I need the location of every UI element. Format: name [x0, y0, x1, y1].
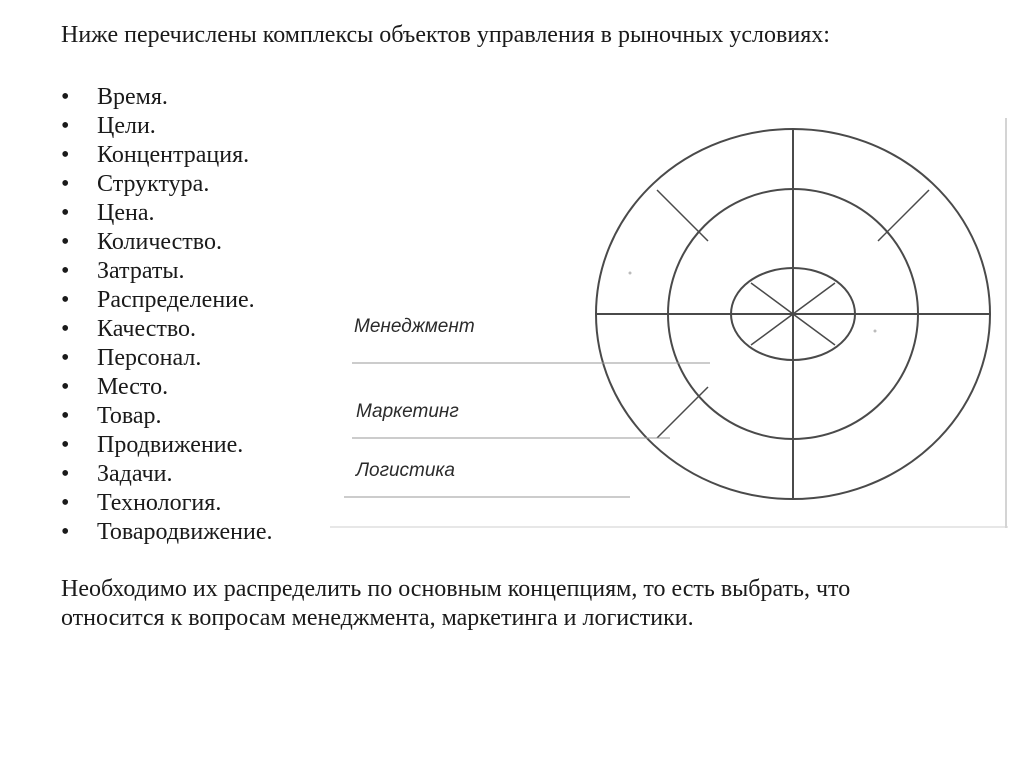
concentric-circles-diagram	[330, 118, 1008, 528]
list-item: • Персонал.	[61, 345, 202, 371]
list-item: • Концентрация.	[61, 142, 250, 168]
list-item: • Технология.	[61, 490, 222, 516]
bullet-icon: •	[61, 258, 70, 284]
bullet-icon: •	[61, 287, 70, 313]
objects-list	[61, 83, 272, 547]
list-item: • Товародвижение.	[61, 519, 273, 545]
bullet-icon: •	[61, 345, 70, 371]
list-item: • Задачи.	[61, 461, 173, 487]
list-item: • Время.	[61, 84, 168, 110]
outer-segment-line	[878, 190, 929, 241]
list-item: • Товар.	[61, 403, 162, 429]
list-item: • Количество.	[61, 229, 222, 255]
label-logistics: Логистика	[356, 460, 455, 481]
bullet-icon: •	[61, 113, 70, 139]
list-item: • Место.	[61, 374, 169, 400]
list-item: • Структура.	[61, 171, 210, 197]
bullet-icon: •	[61, 403, 70, 429]
bullet-icon: •	[61, 142, 70, 168]
bullet-icon: •	[61, 490, 70, 516]
bullet-icon: •	[61, 519, 70, 545]
list-item: • Распределение.	[61, 287, 255, 313]
bullet-icon: •	[61, 84, 70, 110]
bullet-icon: •	[61, 374, 70, 400]
artifact-dot	[629, 272, 632, 275]
list-item: • Затраты.	[61, 258, 185, 284]
list-item: • Продвижение.	[61, 432, 244, 458]
bullet-icon: •	[61, 461, 70, 487]
inner-spoke	[793, 283, 835, 314]
bullet-icon: •	[61, 171, 70, 197]
list-item: • Качество.	[61, 316, 197, 342]
bullet-icon: •	[61, 200, 70, 226]
outer-segment-line	[657, 190, 708, 241]
conclusion-text: Необходимо их распределить по основным концепциям, то есть выбрать, что относится к вопросам менеджмента, маркетинга и логистики.	[61, 576, 851, 631]
bullet-icon: •	[61, 229, 70, 255]
list-item: • Цена.	[61, 200, 155, 226]
list-item: • Цели.	[61, 113, 156, 139]
inner-spoke	[751, 314, 793, 345]
bullet-icon: •	[61, 432, 70, 458]
bullet-icon: •	[61, 316, 70, 342]
label-marketing: Маркетинг	[356, 401, 459, 422]
intro-text: Ниже перечислены комплексы объектов управления в рыночных условиях:	[61, 22, 830, 48]
label-management: Менеджмент	[354, 316, 475, 337]
inner-spoke	[793, 314, 835, 345]
artifact-dot	[874, 330, 877, 333]
inner-spoke	[751, 283, 793, 314]
outer-segment-line	[657, 387, 708, 438]
